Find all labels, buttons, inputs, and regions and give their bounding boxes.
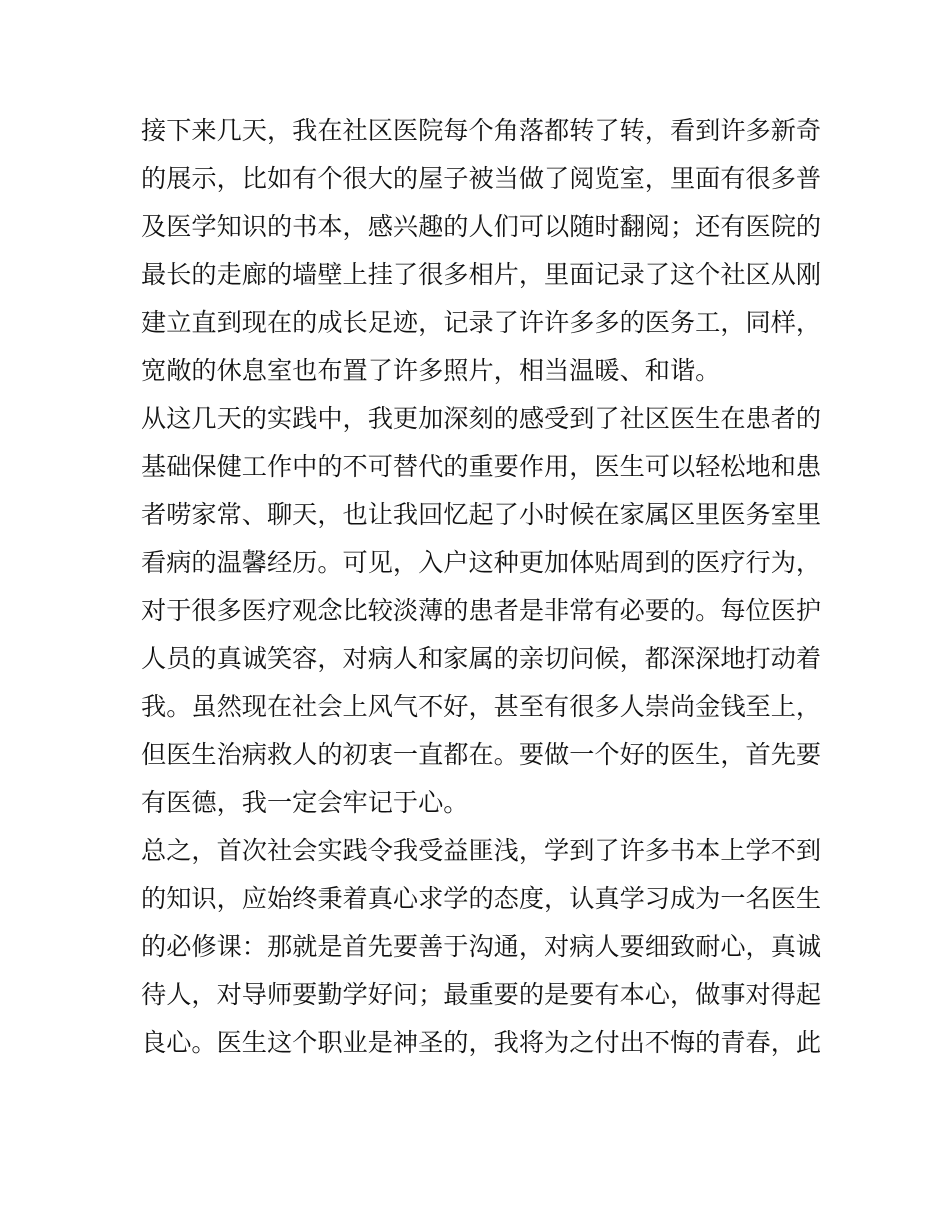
- text-line-10: 看病的温馨经历。可见，入户这种更加体贴周到的医疗行为，: [141, 548, 822, 577]
- text-line-11: 对于很多医疗观念比较淡薄的患者是非常有必要的。每位医护: [141, 596, 822, 625]
- text-line-8: 基础保健工作中的不可替代的重要作用，医生可以轻松地和患: [141, 452, 822, 481]
- text-line-9: 者唠家常、聊天，也让我回忆起了小时候在家属区里医务室里: [141, 500, 822, 529]
- text-line-17: 的知识，应始终秉着真心求学的态度，认真学习成为一名医生: [141, 884, 822, 913]
- text-line-15: 有医德，我一定会牢记于心。: [141, 788, 469, 817]
- text-line-5: 建立直到现在的成长足迹，记录了许许多多的医务工，同样，: [141, 308, 822, 337]
- text-line-16: 总之，首次社会实践令我受益匪浅，学到了许多书本上学不到: [141, 836, 822, 865]
- text-line-14: 但医生治病救人的初衷一直都在。要做一个好的医生，首先要: [141, 740, 822, 769]
- body-text: [141, 107, 821, 1067]
- text-line-6: 宽敞的休息室也布置了许多照片，相当温暖、和谐。: [141, 356, 721, 385]
- text-line-12: 人员的真诚笑容，对病人和家属的亲切问候，都深深地打动着: [141, 644, 822, 673]
- text-line-18: 的必修课：那就是首先要善于沟通，对病人要细致耐心，真诚: [141, 932, 822, 961]
- text-line-13: 我。虽然现在社会上风气不好，甚至有很多人崇尚金钱至上，: [141, 692, 822, 721]
- text-line-20: 良心。医生这个职业是神圣的，我将为之付出不悔的青春，此: [141, 1028, 822, 1057]
- text-line-4: 最长的走廊的墙壁上挂了很多相片，里面记录了这个社区从刚: [141, 260, 822, 289]
- text-line-7: 从这几天的实践中，我更加深刻的感受到了社区医生在患者的: [141, 404, 822, 433]
- text-line-19: 待人，对导师要勤学好问；最重要的是要有本心，做事对得起: [141, 980, 822, 1009]
- text-line-1: 接下来几天，我在社区医院每个角落都转了转，看到许多新奇: [141, 116, 822, 145]
- text-line-3: 及医学知识的书本，感兴趣的人们可以随时翻阅；还有医院的: [141, 212, 822, 241]
- text-line-2: 的展示，比如有个很大的屋子被当做了阅览室，里面有很多普: [141, 164, 822, 193]
